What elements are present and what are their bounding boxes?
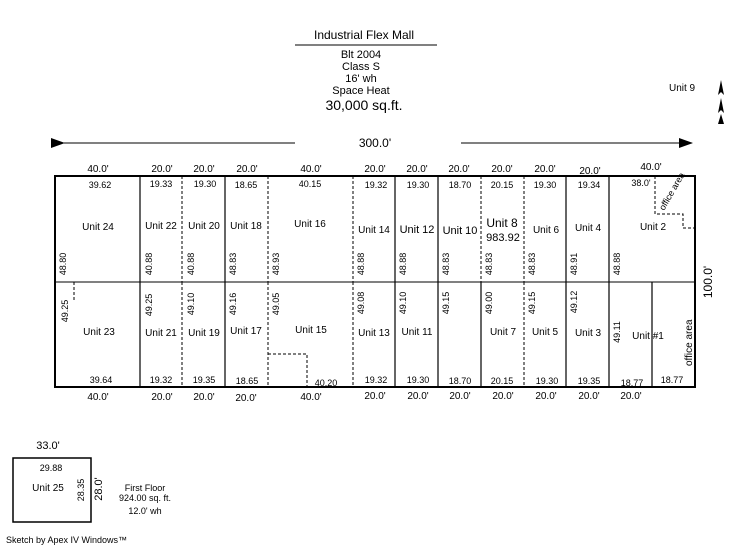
footer-credit: Sketch by Apex IV Windows™: [6, 535, 128, 545]
bottom-widths: [87, 391, 641, 404]
unit-label: Unit 24: [82, 222, 114, 233]
top-width: 20.0': [491, 164, 513, 175]
top-edge-value: 18.65: [234, 180, 258, 190]
annex-depth-label: 28.0': [93, 477, 105, 501]
unit-label: Unit 3: [574, 328, 602, 339]
bottom-edge-value: 19.35: [577, 376, 601, 386]
bottom-width: 20.0': [449, 391, 471, 402]
depth-value: 48.88: [356, 252, 366, 276]
top-width: 40.0': [300, 164, 322, 175]
top-edge-value: 19.33: [149, 179, 173, 189]
building-class: Class S: [342, 61, 380, 73]
depth-value: 40.88: [186, 252, 196, 276]
unit-label: Unit 14: [358, 225, 390, 236]
unit-label: Unit 8: [486, 216, 518, 230]
depth-value: 49.00: [484, 291, 494, 315]
top-edge-value: 39.62: [88, 180, 112, 190]
bottom-width: 20.0': [364, 391, 386, 402]
top-width: 20.0': [236, 164, 258, 175]
unit-label: Unit 4: [574, 223, 602, 234]
unit-label: Unit 2: [639, 222, 667, 233]
depth-value: 49.12: [569, 290, 579, 314]
top-width: 20.0': [534, 164, 556, 175]
bottom-width: 20.0': [407, 391, 429, 402]
upper-units: [82, 216, 666, 244]
annex-side-value: 28.35: [76, 478, 86, 502]
unit-label: Unit 16: [294, 219, 326, 230]
depth-value: 40.88: [144, 252, 154, 276]
title: Industrial Flex Mall: [313, 28, 415, 42]
top-width: 20.0': [193, 164, 215, 175]
bottom-edge-value: 19.32: [149, 375, 173, 385]
unit-label: Unit 10: [442, 225, 478, 237]
depth-value: 49.11: [612, 321, 622, 343]
depth-value: 48.83: [484, 252, 494, 276]
unit-label: Unit 20: [188, 221, 220, 232]
bottom-edge-value: 19.30: [406, 375, 430, 385]
bottom-edge-value: 40.20: [314, 378, 338, 388]
depth-value: 49.10: [398, 291, 408, 315]
unit-label: Unit 19: [188, 328, 220, 339]
unit-label: Unit 21: [145, 328, 177, 339]
unit-area: 983.92: [486, 232, 520, 244]
top-width: 40.0': [640, 162, 662, 173]
unit-label: Unit 22: [145, 221, 177, 232]
bottom-width: 20.0': [620, 391, 642, 402]
top-edge-value: 19.30: [533, 180, 557, 190]
annex-top-value: 29.88: [39, 463, 63, 473]
bottom-edge-value: 20.15: [490, 376, 514, 386]
top-width: 20.0': [364, 164, 386, 175]
overall-length-label: 300.0': [358, 136, 392, 150]
north-arrow-icon: [718, 80, 724, 124]
top-edge-value: 38.0': [631, 178, 651, 188]
top-edge-value: 19.30: [193, 179, 217, 189]
total-area: 30,000 sq.ft.: [325, 97, 403, 113]
depth-value: 49.05: [271, 292, 281, 316]
depth-value: 49.15: [441, 291, 451, 315]
top-edge-value: 19.32: [364, 180, 388, 190]
top-edge-value: 19.30: [406, 180, 430, 190]
overall-depth-label: 100.0': [701, 265, 715, 299]
unit-label: Unit 15: [295, 325, 327, 336]
unit-label: Unit 13: [358, 328, 390, 339]
bottom-width: 40.0': [87, 392, 109, 403]
bottom-width: 20.0': [492, 391, 514, 402]
top-width: 20.0': [448, 164, 470, 175]
bottom-width: 20.0': [578, 391, 600, 402]
bottom-width: 20.0': [235, 393, 257, 404]
heating-type: Space Heat: [332, 85, 390, 97]
top-width: 20.0': [406, 164, 428, 175]
top-width: 20.0': [151, 164, 173, 175]
first-floor-label: First Floor: [124, 483, 166, 493]
top-edge-value: 40.15: [298, 179, 322, 189]
bottom-edge-value: 19.35: [192, 375, 216, 385]
bottom-width: 40.0': [300, 392, 322, 403]
bottom-width: 20.0': [151, 392, 173, 403]
unit-label: Unit 17: [230, 326, 262, 337]
office-area-label-upper: office area: [657, 170, 687, 212]
depth-value: 48.83: [228, 252, 238, 276]
unit-label: Unit 6: [532, 225, 560, 236]
depth-value: 48.93: [271, 252, 281, 276]
unit-9-label: Unit 9: [669, 83, 696, 94]
top-width: 40.0': [87, 164, 109, 175]
depth-value: 48.88: [612, 252, 622, 276]
bottom-edge-value: 19.30: [535, 376, 559, 386]
unit-label: Unit 18: [230, 221, 262, 232]
unit-label: Unit 12: [399, 224, 435, 236]
depth-value: 48.91: [569, 252, 579, 276]
bottom-edge-value: 18.77: [660, 375, 684, 385]
depth-value: 49.15: [527, 291, 537, 315]
unit-label: Unit #1: [632, 331, 664, 342]
first-floor-height: 12.0' wh: [128, 506, 162, 516]
lower-units: [83, 325, 664, 342]
bottom-edge-value: 18.77: [620, 378, 644, 388]
wall-height: 16' wh: [345, 73, 377, 85]
depth-value: 48.88: [398, 252, 408, 276]
top-width: 20.0': [579, 166, 601, 177]
depth-value: 49.08: [356, 291, 366, 315]
unit-label: Unit 23: [83, 327, 115, 338]
unit-label: Unit 7: [489, 327, 517, 338]
bottom-width: 20.0': [193, 392, 215, 403]
office-area-label-lower: office area: [684, 319, 695, 366]
depth-value: 48.83: [441, 252, 451, 276]
depth-value: 49.10: [186, 292, 196, 316]
top-widths: [87, 162, 661, 177]
bottom-width: 20.0': [535, 391, 557, 402]
unit-label: Unit 11: [401, 327, 433, 338]
bottom-edge-value: 19.32: [364, 375, 388, 385]
top-edge-value: 18.70: [448, 180, 472, 190]
depth-value: 48.83: [527, 252, 537, 276]
first-floor-area: 924.00 sq. ft.: [118, 493, 172, 503]
bottom-edge-value: 39.64: [89, 375, 113, 385]
bottom-edge-value: 18.65: [235, 376, 259, 386]
unit-label: Unit 5: [531, 327, 559, 338]
top-edge-value: 20.15: [490, 180, 514, 190]
annex-width-label: 33.0': [36, 440, 60, 452]
built-year: Blt 2004: [340, 49, 382, 61]
depth-value: 48.80: [58, 252, 68, 276]
upper-depths: [58, 253, 622, 276]
annex-unit-label: Unit 25: [32, 483, 64, 494]
bottom-edge-value: 18.70: [448, 376, 472, 386]
top-edge-value: 19.34: [577, 180, 601, 190]
depth-value: 49.25: [60, 299, 70, 323]
depth-value: 49.16: [228, 292, 238, 316]
depth-value: 49.25: [144, 293, 154, 317]
